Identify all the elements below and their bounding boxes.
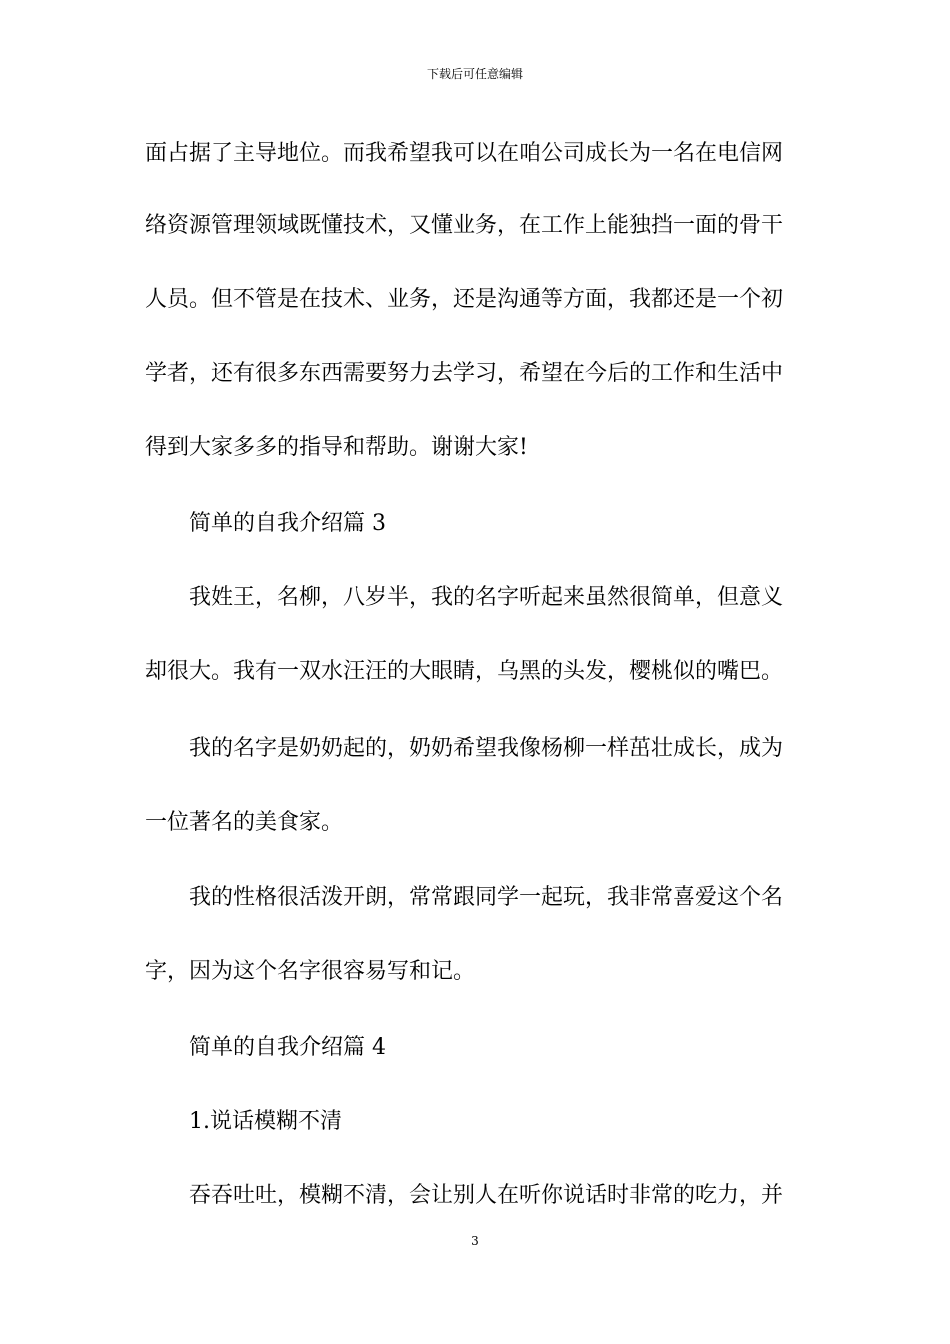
text-line: 一位著名的美食家。	[145, 810, 344, 835]
text-line: 却很大。我有一双水汪汪的大眼睛，乌黑的头发，樱桃似的嘴巴。	[145, 659, 784, 684]
page-number: 3	[471, 1234, 479, 1248]
list-item: 1.说话模糊不清	[189, 1109, 342, 1134]
section-heading: 简单的自我介绍篇 4	[189, 1035, 386, 1060]
text-line: 人员。但不管是在技术、业务，还是沟通等方面，我都还是一个初	[145, 287, 784, 312]
paragraph-first-line: 我的名字是奶奶起的，奶奶希望我像杨柳一样茁壮成长，成为	[189, 736, 784, 761]
text-line: 得到大家多多的指导和帮助。谢谢大家!	[145, 435, 528, 460]
section-heading: 简单的自我介绍篇 3	[189, 511, 386, 536]
text-line: 面占据了主导地位。而我希望我可以在咱公司成长为一名在电信网	[145, 141, 784, 166]
text-line: 络资源管理领域既懂技术，又懂业务，在工作上能独挡一面的骨干	[145, 213, 784, 238]
text-line: 学者，还有很多东西需要努力去学习，希望在今后的工作和生活中	[145, 361, 784, 386]
page-header: 下载后可任意编辑	[426, 67, 523, 81]
paragraph-first-line: 我的性格很活泼开朗，常常跟同学一起玩，我非常喜爱这个名	[189, 885, 784, 910]
paragraph-first-line: 吞吞吐吐，模糊不清，会让别人在听你说话时非常的吃力，并	[189, 1183, 784, 1208]
text-line: 字，因为这个名字很容易写和记。	[145, 959, 476, 984]
paragraph-first-line: 我姓王，名柳，八岁半，我的名字听起来虽然很简单，但意义	[189, 585, 784, 610]
